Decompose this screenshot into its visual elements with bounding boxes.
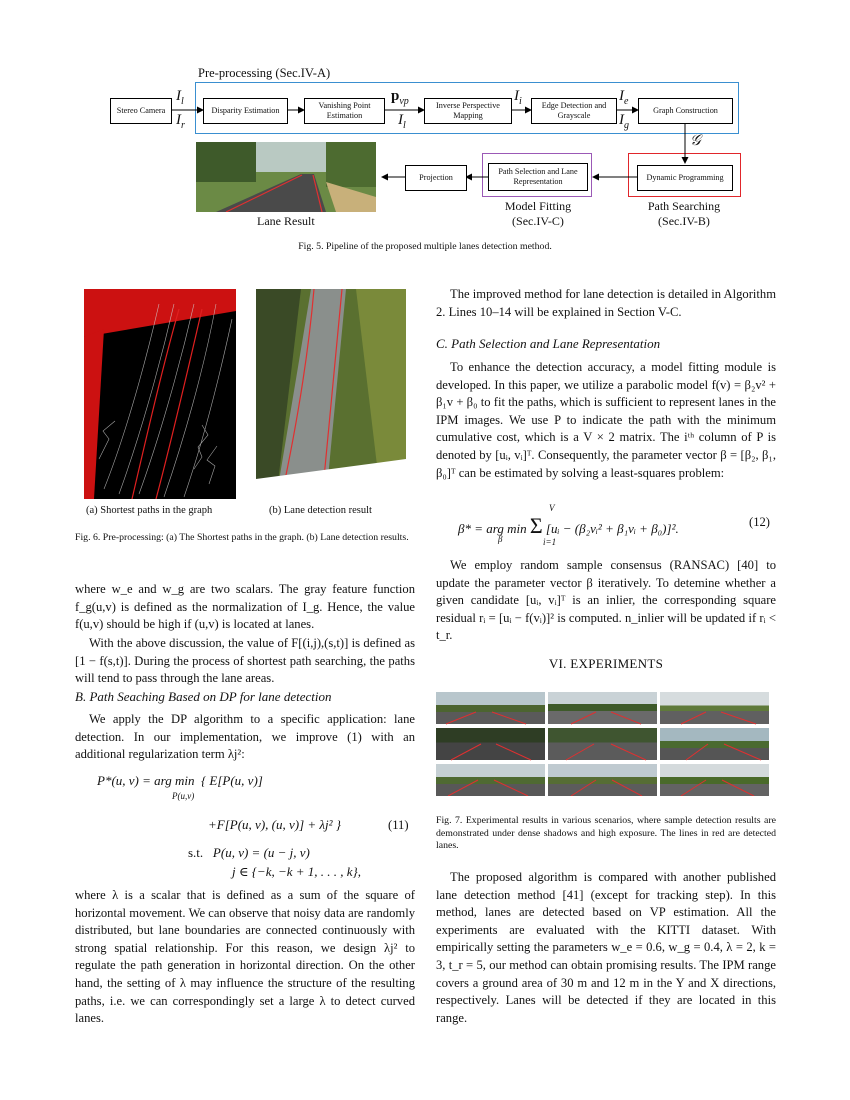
left-paragraph-2: With the above discussion, the value of F[(i,j),(s,t)] is defined as [1 − f(s,t)]. During the process of shortest path searching, the paths will tend to pass through the lane areas.	[75, 636, 415, 686]
right-paragraph-2: To enhance the detection accuracy, a model fitting module is developed. In this paper, we utilize a parabolic model f(v) = β₂v² + β₁v + β₀ to fit the paths, which is sufficient to represent lanes in the IPM images. We use P to indicate the path with the minimum cumulative cost, which is a V × 2 matrix. The iᵗʰ column of P is denoted by [uᵢ, vᵢ]ᵀ. Consequently, the parameter vector β = [β₂, β₁, β₀]ᵀ can be estimated by solving a least-squares problem:	[436, 360, 776, 480]
ipm-box: Inverse Perspective Mapping	[424, 98, 512, 124]
eq12-number: (12)	[749, 515, 770, 529]
eq12-sum-lower: i=1	[543, 537, 557, 547]
preprocessing-title: Pre-processing (Sec.IV-A)	[198, 66, 331, 80]
signal-il-2: $I_l$	[398, 112, 406, 131]
fig6b-subcaption: (b) Lane detection result	[269, 505, 372, 516]
disparity-estimation-box: Disparity Estimation	[203, 98, 288, 124]
vanishing-point-box: Vanishing Point Estimation	[304, 98, 385, 124]
left-paragraph-3: We apply the DP algorithm to a specific application: lane detection. In our implementation, we improve (1) with an additional regularization term λj²:	[75, 712, 415, 762]
eq12-sub: β	[498, 534, 503, 544]
signal-il: $I_l$	[176, 88, 184, 107]
eq11-line-3: s.t. P(u, v) = (u − j, v)	[188, 845, 310, 860]
right-paragraph-1: The improved method for lane detection is detailed in Algorithm 2. Lines 10–14 will be explained in Section V-C.	[436, 287, 776, 319]
fig7-lane-overlays	[436, 692, 769, 796]
left-paragraph-4: where λ is a scalar that is defined as a sum of the square of horizontal movement. We can observe that noisy data are randomly distributed, but lane boundaries are connected continuously with strong spatial relationship. For this reason, we design λj² to regulate the path generation in horizontal direction. On the other hand, the setting of λ may influence the structure of the resulting paths, i.e. we can correspondingly set a large λ to detect curved lanes.	[75, 888, 415, 1026]
shortest-paths-graph	[84, 289, 236, 499]
eq11-line-4: j ∈ {−k, −k + 1, . . . , k},	[232, 864, 362, 879]
lane-result-road	[196, 142, 376, 212]
eq11-line-1: P*(u, v) = arg min { E[P(u, v)]	[97, 773, 263, 788]
section-c-heading: C. Path Selection and Lane Representation	[436, 336, 661, 351]
signal-ig: $I_g$	[619, 112, 629, 131]
graph-construction-box: Graph Construction	[638, 98, 733, 124]
signal-ii: $I_i$	[514, 88, 522, 107]
right-paragraph-3: We employ random sample consensus (RANSAC) [40] to update the parameter vector β iteratively. To detemine whether a given candidate [uᵢ, vᵢ]ᵀ is an inlier, the corresponding square residual rᵢ = [uᵢ − f(vᵢ)]² is computed. n_inlier will be updated if rᵢ < t_r.	[436, 558, 776, 643]
projection-box: Projection	[405, 165, 467, 191]
left-paragraph-1: where w_e and w_g are two scalars. The gray feature function f_g(u,v) is defined as the normalization of I_g. Hence, the value f(u,v) should be high if (u,v) is located at lanes.	[75, 582, 415, 632]
eq12-sum-upper: V	[549, 503, 555, 513]
lane-result-label: Lane Result	[257, 214, 315, 228]
path-searching-name: Path Searching	[647, 199, 721, 213]
signal-pvp: $p_{vp}$	[391, 88, 409, 107]
eq11-line-2: +F[P(u, v), (u, v)] + λj² }	[208, 817, 341, 832]
stereo-camera-box: Stereo Camera	[110, 98, 172, 124]
path-selection-box: Path Selection and Lane Representation	[488, 163, 588, 191]
signal-ir: $I_r$	[176, 112, 185, 131]
right-paragraph-4: The proposed algorithm is compared with another published lane detection method [41] (except for tracking step). In this method, lanes are detected based on VP estimation. All the experiments are evaluated with the KITTI dataset. With empirically setting the parameters w_e = 0.6, w_g = 0.4, λ = 2, k = 3, t_r = 5, our method can obtain promising results. The IPM range covers a ground area of 30 m and 12 m in the Y and X directions, respectively. Lanes will be detected if they are located in this range.	[436, 870, 776, 1025]
signal-ie: $I_e$	[619, 88, 629, 107]
eq12-body: β* = arg min Σ [uᵢ − (β₂vᵢ² + β₁vᵢ + β₀)]².	[458, 513, 679, 538]
lane-result-image	[196, 142, 376, 212]
dynamic-programming-box: Dynamic Programming	[637, 165, 733, 191]
section-vi-heading: VI. EXPERIMENTS	[548, 656, 664, 671]
edge-detection-box: Edge Detection and Grayscale	[531, 98, 617, 124]
fig7-caption: Fig. 7. Experimental results in various scenarios, where sample detection results are demonstrated under dense shadows and high exposure. The lines in red are detected lanes.	[436, 815, 776, 851]
lane-detection-result-image	[256, 289, 406, 499]
fig6-caption: Fig. 6. Pre-processing: (a) The Shortest paths in the graph. (b) Lane detection results.	[75, 532, 409, 543]
model-fitting-section: (Sec.IV-C)	[512, 214, 564, 228]
fig5-caption: Fig. 5. Pipeline of the proposed multiple lanes detection method.	[298, 241, 552, 252]
fig6b-image	[256, 289, 406, 499]
eq11-number: (11)	[388, 818, 409, 832]
section-b-heading: B. Path Seaching Based on DP for lane detection	[75, 689, 332, 704]
model-fitting-name: Model Fitting	[504, 199, 572, 213]
path-searching-label	[634, 199, 734, 229]
fig6a-image	[84, 289, 236, 499]
path-searching-section: (Sec.IV-B)	[658, 214, 710, 228]
signal-graph: 𝒢	[690, 133, 701, 149]
fig6a-subcaption: (a) Shortest paths in the graph	[86, 505, 213, 516]
eq11-argmin-sub: P(u,v)	[172, 791, 195, 801]
model-fitting-label	[496, 199, 580, 229]
